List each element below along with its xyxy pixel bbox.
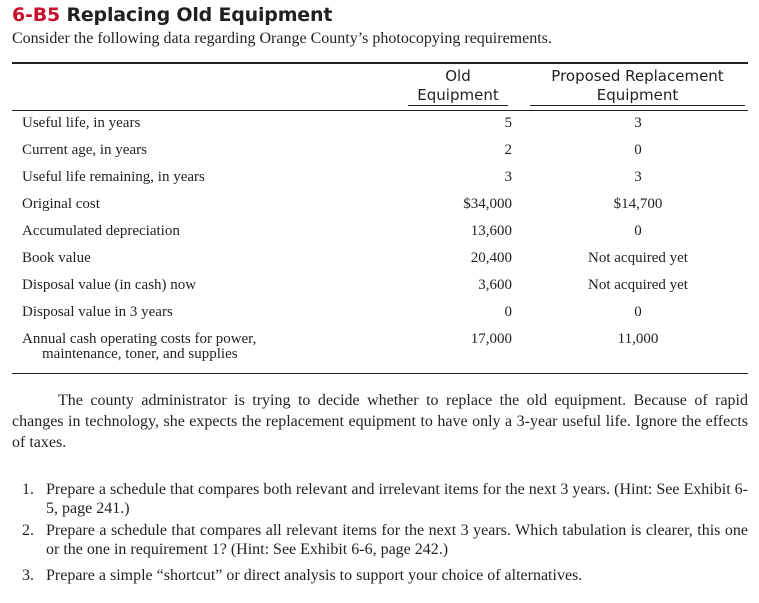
table-row bbox=[22, 115, 748, 142]
row-new-value: Not acquired yet bbox=[588, 277, 688, 293]
row-label-line1: Annual cash operating costs for power, bbox=[22, 331, 257, 347]
table-row bbox=[22, 169, 748, 196]
table-row bbox=[22, 196, 748, 223]
row-new-value: 3 bbox=[634, 169, 642, 185]
row-label: Book value bbox=[22, 250, 91, 266]
row-old-value: $34,000 bbox=[463, 196, 512, 212]
row-new-value: $14,700 bbox=[613, 196, 663, 212]
row-label bbox=[22, 331, 256, 363]
table-row bbox=[22, 142, 748, 169]
row-old-value: 0 bbox=[504, 304, 512, 320]
scenario-paragraph: The county administrator is trying to decide whether to replace the old equipment. Because of rapid changes in technology, she expects the replacement equipment to have only a 3-year useful life. Ignore the effects of taxes. bbox=[12, 392, 748, 451]
table-header-rule bbox=[12, 110, 748, 111]
table-top-rule bbox=[12, 62, 748, 64]
row-new-value: 11,000 bbox=[617, 331, 659, 347]
requirement-number: 2. bbox=[22, 522, 34, 539]
row-old-value: 2 bbox=[504, 142, 512, 158]
requirement-text: Prepare a schedule that compares all relevant items for the next 3 years. Which tabulation is clearer, this one or the one in requirement 1? (Hint: See Exhibit 6-6, page 242.) bbox=[46, 522, 748, 558]
row-new-value: 0 bbox=[634, 142, 642, 158]
row-old-value: 5 bbox=[504, 115, 512, 131]
column-header-old-line2: Equipment bbox=[408, 86, 508, 106]
column-header-new-line2: Equipment bbox=[530, 86, 745, 106]
column-header-old-line1: Old bbox=[445, 67, 471, 85]
row-new-value: 0 bbox=[634, 223, 642, 239]
table-row bbox=[22, 223, 748, 250]
intro-text: Consider the following data regarding Orange County’s photocopying requirements. bbox=[12, 30, 552, 47]
problem-title bbox=[12, 4, 332, 26]
table-row bbox=[22, 277, 748, 304]
row-label: Disposal value (in cash) now bbox=[22, 277, 197, 293]
table-row bbox=[22, 331, 748, 371]
column-header-old bbox=[408, 67, 508, 106]
table-row bbox=[22, 304, 748, 331]
requirement-number: 1. bbox=[22, 481, 34, 498]
row-new-value: 0 bbox=[634, 304, 642, 320]
row-old-value: 17,000 bbox=[470, 331, 512, 347]
row-old-value: 13,600 bbox=[470, 223, 512, 239]
requirement-text: Prepare a schedule that compares both relevant and irrelevant items for the next 3 years. (Hint: See Exhibit 6-5, page 241.) bbox=[46, 481, 748, 517]
row-label: Useful life, in years bbox=[22, 115, 141, 131]
row-old-value: 3 bbox=[504, 169, 512, 185]
row-label: Current age, in years bbox=[22, 142, 147, 158]
row-old-value: 20,400 bbox=[470, 250, 512, 266]
row-new-value: Not acquired yet bbox=[588, 250, 688, 266]
problem-code: 6-B5 bbox=[12, 4, 61, 26]
table-row bbox=[22, 250, 748, 277]
row-label: Original cost bbox=[22, 196, 100, 212]
table-bottom-rule bbox=[12, 373, 748, 374]
problem-title-text: Replacing Old Equipment bbox=[66, 4, 333, 26]
row-old-value: 3,600 bbox=[478, 277, 512, 293]
requirement-text: Prepare a simple “shortcut” or direct analysis to support your choice of alternatives. bbox=[46, 567, 583, 584]
column-header-new bbox=[530, 67, 745, 106]
requirement-number: 3. bbox=[22, 567, 34, 584]
column-header-new-line1: Proposed Replacement bbox=[551, 67, 724, 85]
row-label: Accumulated depreciation bbox=[22, 223, 180, 239]
row-label: Useful life remaining, in years bbox=[22, 169, 205, 185]
row-new-value: 3 bbox=[634, 115, 642, 131]
row-label: Disposal value in 3 years bbox=[22, 304, 173, 320]
row-label-line2: maintenance, toner, and supplies bbox=[42, 346, 238, 362]
